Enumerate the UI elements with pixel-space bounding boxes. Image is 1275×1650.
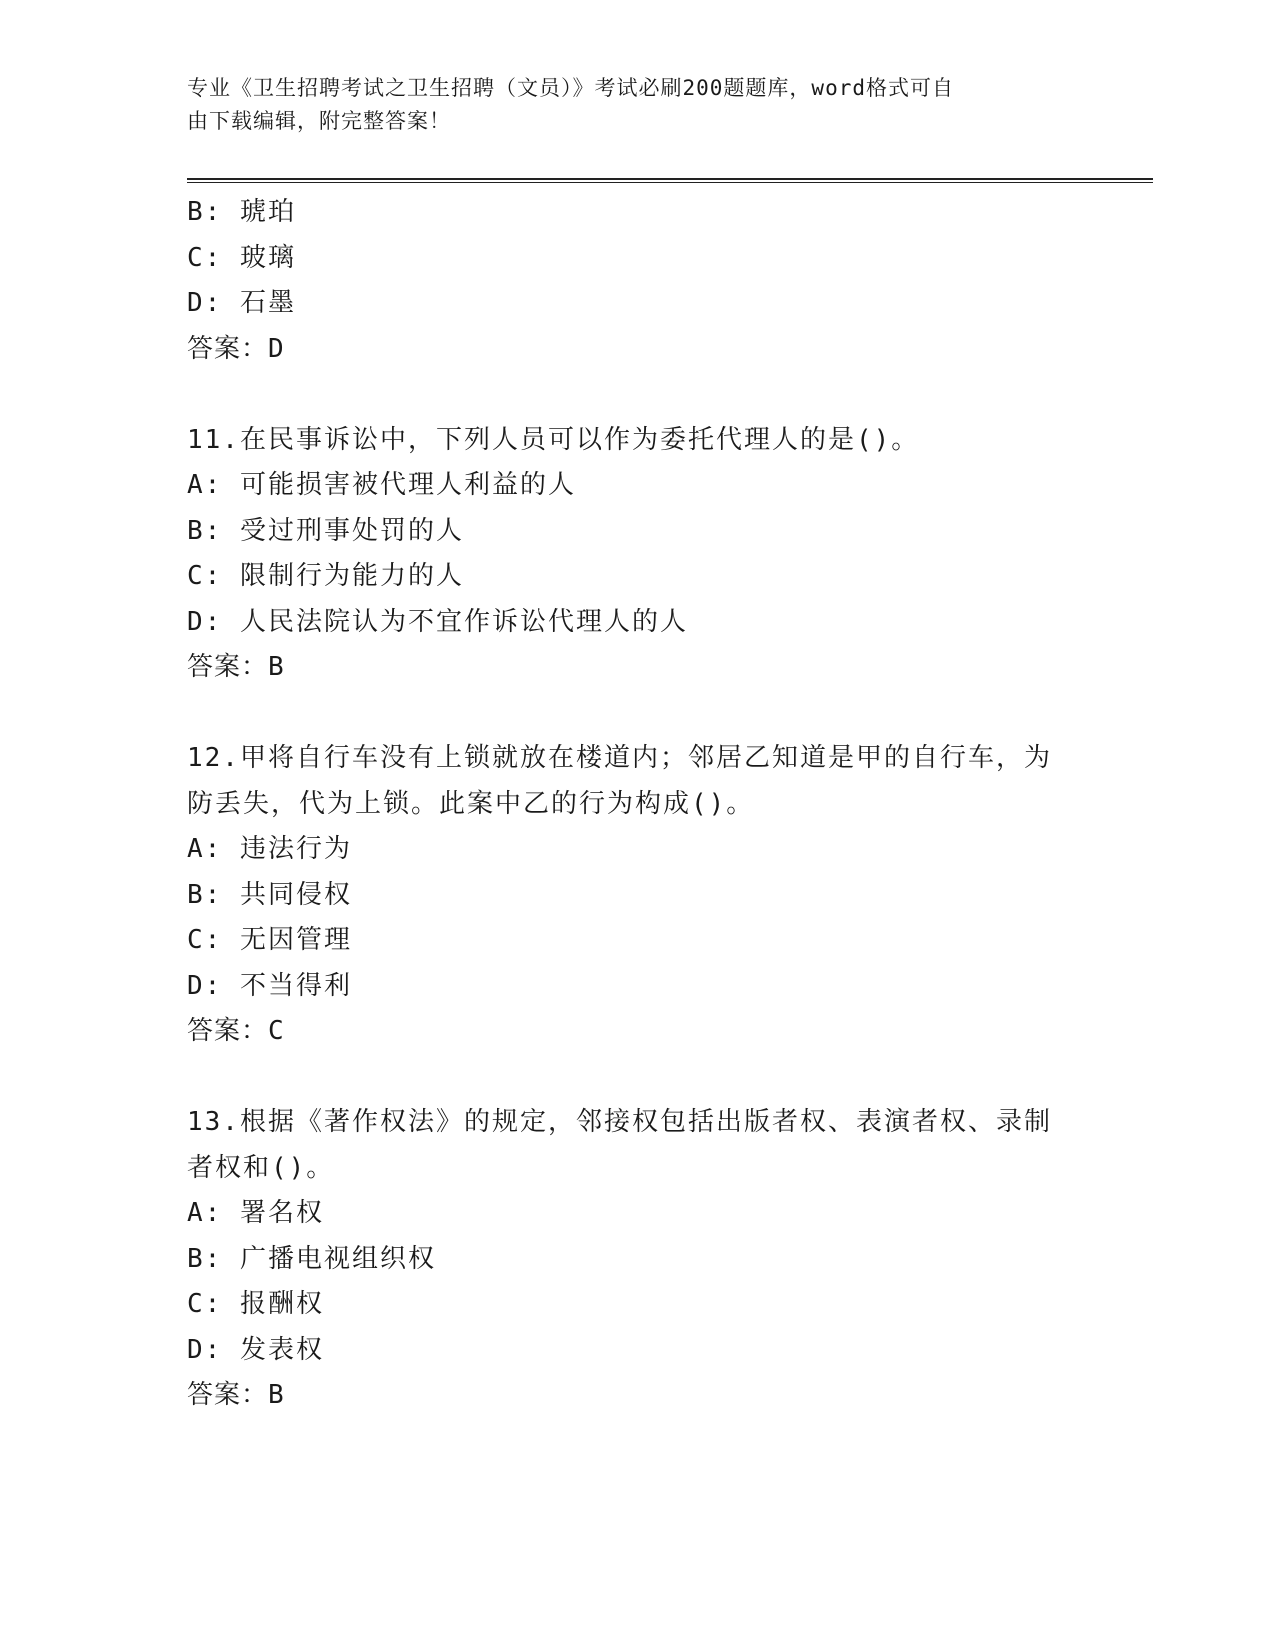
option-a: A: 违法行为 (187, 834, 352, 864)
option-b: B: 受过刑事处罚的人 (187, 515, 464, 546)
option-b: B: 共同侵权 (187, 879, 352, 910)
header-line-1: 专业《卫生招聘考试之卫生招聘（文员）》考试必刷200题题库，word格式可自 (187, 76, 954, 100)
spacer (187, 372, 1087, 418)
question-stem-line-2: 防丢失，代为上锁。此案中乙的行为构成()。 (187, 788, 755, 819)
question-12 (187, 736, 1087, 1055)
option-d: D: 人民法院认为不宜作诉讼代理人的人 (187, 606, 688, 637)
option-c: C: 报酬权 (187, 1289, 324, 1319)
spacer (187, 1055, 1087, 1101)
spacer (187, 691, 1087, 737)
document-header (187, 72, 1067, 138)
answer-line: 答案：B (187, 652, 285, 682)
option-d: D: 石墨 (187, 288, 296, 318)
question-11 (187, 418, 1087, 691)
question-stem: 11.在民事诉讼中，下列人员可以作为委托代理人的是()。 (187, 424, 920, 455)
option-d: D: 不当得利 (187, 970, 352, 1001)
question-stem-line-1: 13.根据《著作权法》的规定，邻接权包括出版者权、表演者权、录制 (187, 1107, 1052, 1137)
question-list (187, 190, 1087, 1419)
option-b: B: 琥珀 (187, 197, 296, 227)
option-c: C: 无因管理 (187, 925, 352, 955)
option-a: A: 署名权 (187, 1198, 324, 1228)
option-c: C: 玻璃 (187, 242, 296, 273)
header-line-2: 由下载编辑，附完整答案！ (187, 109, 451, 133)
question-stem-line-1: 12.甲将自行车没有上锁就放在楼道内；邻居乙知道是甲的自行车，为 (187, 743, 1052, 773)
header-divider (187, 178, 1153, 183)
question-stem-line-2: 者权和()。 (187, 1152, 335, 1183)
question-10-continuation (187, 190, 1087, 372)
question-13 (187, 1100, 1087, 1419)
answer-line: 答案：B (187, 1380, 285, 1410)
option-d: D: 发表权 (187, 1334, 324, 1365)
answer-line: 答案：C (187, 1016, 285, 1046)
option-a: A: 可能损害被代理人利益的人 (187, 470, 576, 500)
option-b: B: 广播电视组织权 (187, 1243, 436, 1274)
option-c: C: 限制行为能力的人 (187, 561, 464, 591)
answer-line: 答案：D (187, 333, 285, 364)
